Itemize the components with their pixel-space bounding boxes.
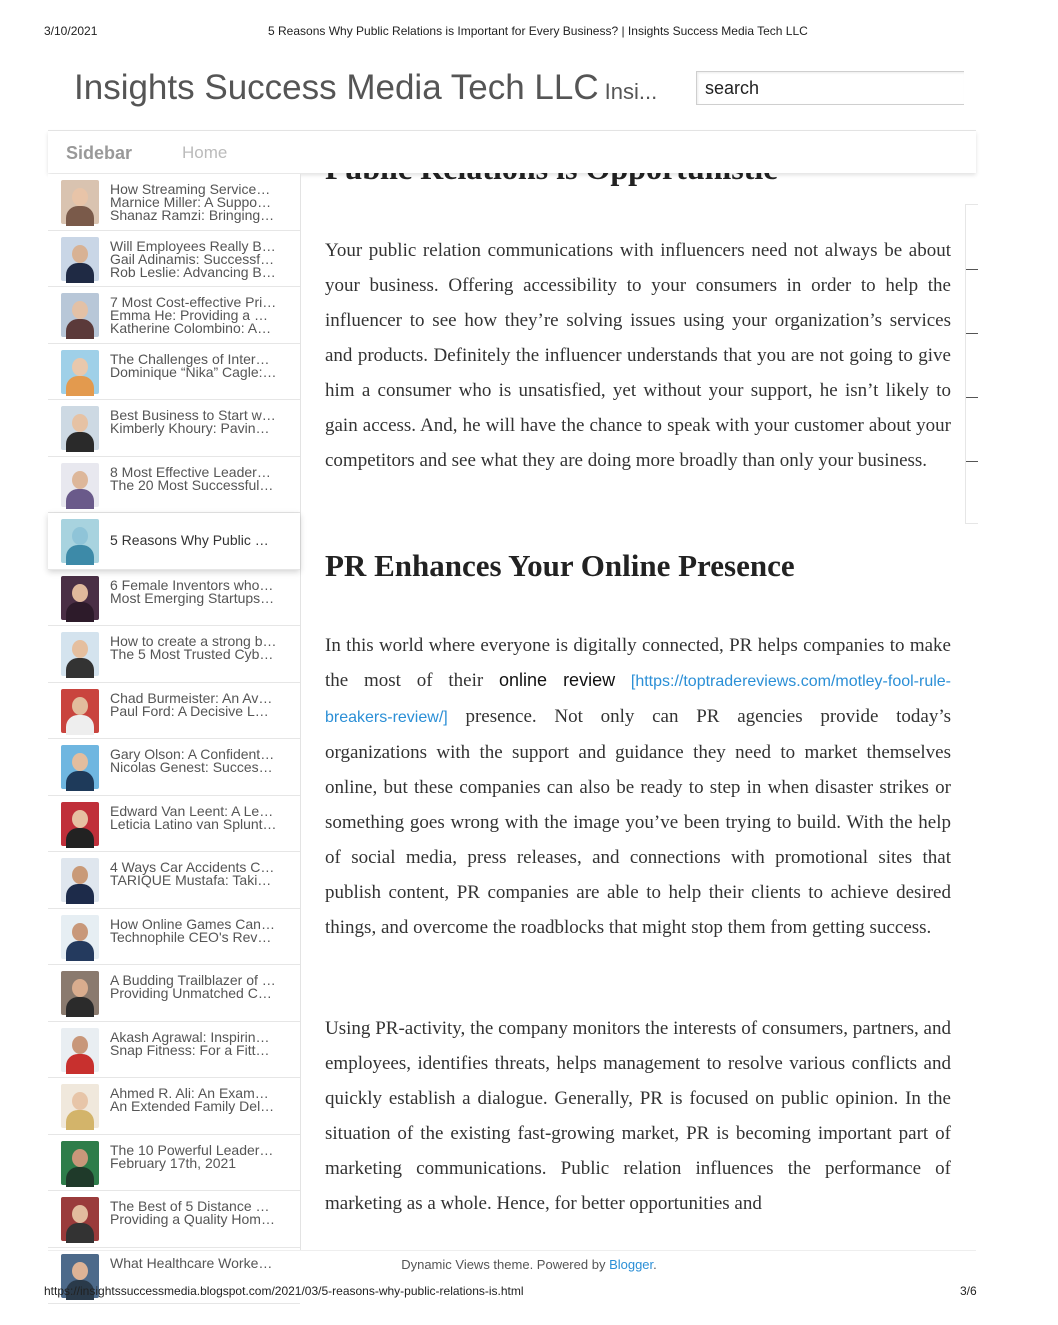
post-title-line[interactable]: How Streaming Service… <box>110 181 271 197</box>
thumbnail-figure-face <box>72 753 88 771</box>
post-title-line[interactable]: Providing a Quality Hom… <box>110 1211 275 1227</box>
post-thumbnail[interactable] <box>61 1141 99 1185</box>
post-title-line[interactable]: An Extended Family Del… <box>110 1098 275 1114</box>
sidebar-post-item[interactable] <box>48 457 300 514</box>
thumbnail-figure-body <box>66 1110 94 1130</box>
post-title-line[interactable]: February 17th, 2021 <box>110 1154 237 1171</box>
post-titles[interactable] <box>110 296 292 335</box>
post-title-line[interactable]: Leticia Latino van Splunt… <box>110 815 277 832</box>
post-title-line[interactable]: Akash Agrawal: Inspirin… <box>110 1028 270 1045</box>
share-tick-3[interactable] <box>966 397 978 398</box>
thumbnail-figure-face <box>72 640 88 658</box>
thumbnail-figure-body <box>66 884 94 904</box>
sidebar-post-item[interactable] <box>48 231 300 288</box>
post-thumbnail[interactable] <box>61 1028 99 1072</box>
post-thumbnail[interactable] <box>61 519 99 563</box>
post-title-line[interactable]: Dominique “Nika” Cagle:… <box>110 363 277 380</box>
thumbnail-figure-face <box>72 810 88 828</box>
post-title-line[interactable]: Gary Olson: A Confident… <box>110 746 275 762</box>
sidebar-post-item[interactable] <box>48 513 300 570</box>
sidebar-post-item[interactable] <box>48 1135 300 1192</box>
post-thumbnail[interactable] <box>61 1197 99 1241</box>
sidebar-post-item[interactable] <box>48 909 300 966</box>
post-titles[interactable] <box>110 861 292 887</box>
post-thumbnail[interactable] <box>61 180 99 224</box>
post-title-line[interactable]: Providing Unmatched C… <box>110 985 272 1001</box>
post-titles[interactable] <box>110 1028 292 1058</box>
thumbnail-figure-body <box>66 602 94 622</box>
post-titles[interactable] <box>110 409 292 435</box>
thumbnail-figure-face <box>72 301 88 319</box>
thumbnail-figure-face <box>72 1036 88 1054</box>
thumbnail-figure-face <box>72 584 88 602</box>
post-titles[interactable] <box>110 802 292 832</box>
post-titles[interactable] <box>110 689 292 719</box>
post-thumbnail[interactable] <box>61 406 99 450</box>
post-titles[interactable] <box>110 183 292 222</box>
thumbnail-figure-body <box>66 997 94 1017</box>
thumbnail-figure-face <box>72 697 88 715</box>
footer-credit <box>0 1254 1058 1272</box>
article-heading-online-presence: PR Enhances Your Online Presence <box>325 548 795 583</box>
post-title-line[interactable]: What Healthcare Worke… <box>110 1254 273 1271</box>
sidebar-post-list[interactable] <box>48 174 301 1271</box>
post-thumbnail[interactable] <box>61 745 99 789</box>
thumbnail-figure-body <box>66 1054 94 1074</box>
sidebar-post-item[interactable] <box>48 174 300 231</box>
post-thumbnail[interactable] <box>61 802 99 846</box>
share-tick-4[interactable] <box>966 461 978 462</box>
post-title-line[interactable]: The Challenges of Inter… <box>110 350 270 367</box>
thumbnail-figure-face <box>72 471 88 489</box>
view-nav-bar <box>48 131 976 173</box>
thumbnail-figure-face <box>72 979 88 997</box>
sidebar-post-item[interactable] <box>48 287 300 344</box>
post-thumbnail[interactable] <box>61 237 99 281</box>
post-title-line[interactable]: 4 Ways Car Accidents C… <box>110 859 275 875</box>
post-titles[interactable] <box>110 1087 292 1113</box>
online-review-url[interactable]: [https://toptradereviews.com/motley-fool-rule-breakers-review/] <box>325 673 952 726</box>
post-titles[interactable] <box>110 576 292 606</box>
article-paragraph-1: Your public relation communications with influencers need not always be about your business. Offering accessibility to your consumers in order to help the influencer to see how they’re solving issues using your organization’s services and products. Definitely the influencer understands that you are not going to give him a consumer who is unsatisfied, yet without your support, he isn’t likely to gain access. And, he will have the chance to speak with your customer about your competitors and see what they are doing more broadly than only your business. <box>325 240 951 471</box>
blog-title-text[interactable]: Insights Success Media Tech LLC <box>74 68 599 107</box>
post-title-line[interactable]: Snap Fitness: For a Fitt… <box>110 1041 270 1058</box>
sidebar-post-item[interactable] <box>48 1191 300 1248</box>
post-title-line[interactable]: Will Employees Really B… <box>110 237 276 254</box>
thumbnail-figure-body <box>66 263 94 283</box>
blog-title[interactable] <box>74 68 657 108</box>
post-thumbnail[interactable] <box>61 350 99 394</box>
nav-home-link[interactable]: Home <box>182 143 228 162</box>
post-titles[interactable] <box>110 1200 292 1226</box>
post-title-line[interactable]: The Best of 5 Distance … <box>110 1198 270 1214</box>
sidebar-post-item[interactable] <box>48 852 300 909</box>
post-titles[interactable] <box>110 635 292 661</box>
share-tick-2[interactable] <box>966 333 978 334</box>
post-thumbnail[interactable] <box>61 632 99 676</box>
post-title-line[interactable]: TARIQUE Mustafa: Taki… <box>110 872 272 888</box>
post-title-line[interactable]: How to create a strong b… <box>110 633 277 649</box>
post-thumbnail[interactable] <box>61 689 99 733</box>
post-title-line[interactable]: The 20 Most Successful… <box>110 476 274 493</box>
post-thumbnail[interactable] <box>61 915 99 959</box>
post-title-line[interactable]: Rob Leslie: Advancing B… <box>110 263 276 280</box>
thumbnail-figure-body <box>66 715 94 735</box>
post-title-line[interactable]: Katherine Colombino: A… <box>110 320 272 336</box>
post-title-line[interactable]: Edward Van Leent: A Le… <box>110 802 274 819</box>
post-thumbnail[interactable] <box>61 463 99 507</box>
thumbnail-figure-body <box>66 941 94 961</box>
post-title-line[interactable]: Ahmed R. Ali: An Exam… <box>110 1085 269 1101</box>
post-title-line[interactable]: Shanaz Ramzi: Bringing… <box>110 207 275 223</box>
post-title-line[interactable]: The 10 Powerful Leader… <box>110 1141 274 1158</box>
post-thumbnail[interactable] <box>61 971 99 1015</box>
print-date: 3/10/2021 <box>44 24 98 38</box>
thumbnail-figure-face <box>72 866 88 884</box>
print-page-number: 3/6 <box>960 1284 977 1298</box>
thumbnail-figure-face <box>72 1149 88 1167</box>
post-title-line[interactable]: 8 Most Effective Leader… <box>110 463 271 480</box>
blogger-link[interactable]: Blogger <box>609 1257 654 1272</box>
thumbnail-figure-body <box>66 319 94 339</box>
share-tick-1[interactable] <box>966 269 978 270</box>
article-paragraph-3: Using PR-activity, the company monitors the interests of consumers, partners, and employees, identifies threats, helps management to resolve various conflicts and quickly establish a dialogue. Generally, PR is focused on public opinion. In the situation of the existing fast-growing market, PR is becoming important part of marketing communications. Public relation influences the performance of marketing as a whole. Hence, for better opportunities and <box>325 1018 951 1214</box>
sidebar-post-item[interactable] <box>48 344 300 401</box>
sidebar-post-item[interactable] <box>48 796 300 853</box>
post-title-line[interactable]: A Budding Trailblazer of … <box>110 972 276 988</box>
post-title-line[interactable]: 5 Reasons Why Public … <box>110 532 269 548</box>
post-titles[interactable] <box>110 748 292 774</box>
sidebar-post-item[interactable] <box>48 1022 300 1079</box>
paragraph-2-text-b: presence. Not only can PR agencies provide today’s organizations with the support and guidance they need to market themselves online, but these companies can also be ready to step in when disaster strikes or something goes wrong with the image you’ve been trying to build. With the help of social media, press releases, and connections with promotional sites that publish content, PR companies are able to help their clients to achieve desired things, and overcome the roadblocks that might stop them from getting success. <box>325 706 951 938</box>
thumbnail-figure-face <box>72 245 88 263</box>
thumbnail-figure-body <box>66 1223 94 1243</box>
online-review-link[interactable]: online review <box>498 670 616 690</box>
post-title-line[interactable]: Paul Ford: A Decisive L… <box>110 702 269 719</box>
blog-header <box>48 48 976 131</box>
thumbnail-figure-face <box>72 358 88 376</box>
post-titles[interactable] <box>110 350 292 380</box>
thumbnail-figure-body <box>66 828 94 848</box>
thumbnail-figure-face <box>72 527 88 545</box>
post-title-line[interactable]: How Online Games Can… <box>110 915 275 932</box>
article-paragraph-2 <box>325 628 951 945</box>
post-titles[interactable] <box>110 463 292 493</box>
thumbnail-figure-body <box>66 545 94 565</box>
post-title-line[interactable]: Best Business to Start w… <box>110 407 276 423</box>
footer-theme-text: Dynamic Views theme. Powered by <box>401 1257 610 1272</box>
post-title-line[interactable]: Technophile CEO's Rev… <box>110 928 272 945</box>
thumbnail-figure-body <box>66 376 94 396</box>
post-title-line[interactable]: The 5 Most Trusted Cyb… <box>110 646 274 662</box>
thumbnail-figure-face <box>72 1092 88 1110</box>
thumbnail-figure-face <box>72 923 88 941</box>
print-title: 5 Reasons Why Public Relations is Important for Every Business? | Insights Success Media Tech LLC <box>268 24 808 38</box>
post-thumbnail[interactable] <box>61 576 99 620</box>
post-titles[interactable] <box>110 915 292 945</box>
print-url: https://insightssuccessmedia.blogspot.com/2021/03/5-reasons-why-public-relations-is.html <box>44 1284 524 1298</box>
post-title-line[interactable]: Nicolas Genest: Succes… <box>110 759 273 775</box>
thumbnail-figure-body <box>66 658 94 678</box>
post-titles[interactable] <box>110 974 292 1000</box>
post-title-line[interactable]: Most Emerging Startups… <box>110 589 275 606</box>
thumbnail-figure-body <box>66 206 94 226</box>
post-title-line[interactable]: Emma He: Providing a … <box>110 307 268 323</box>
share-rail[interactable] <box>965 204 978 524</box>
sidebar-post-item[interactable] <box>48 683 300 740</box>
thumbnail-figure-body <box>66 771 94 791</box>
thumbnail-figure-body <box>66 1167 94 1187</box>
post-title-line[interactable]: 7 Most Cost-effective Pri… <box>110 294 277 310</box>
thumbnail-figure-face <box>72 414 88 432</box>
post-title-line[interactable]: Gail Adinamis: Successf… <box>110 250 275 267</box>
post-title-line[interactable]: 6 Female Inventors who… <box>110 576 274 593</box>
post-titles[interactable] <box>110 237 292 280</box>
post-thumbnail[interactable] <box>61 858 99 902</box>
post-thumbnail[interactable] <box>61 293 99 337</box>
thumbnail-figure-face <box>72 188 88 206</box>
search-input[interactable] <box>696 71 964 105</box>
sidebar-post-item[interactable] <box>48 570 300 627</box>
paragraph-2-text-a: In this world where everyone is digitally connected, PR helps companies to make the most of their <box>325 635 951 691</box>
thumbnail-figure-body <box>66 489 94 509</box>
thumbnail-figure-body <box>66 432 94 452</box>
sidebar-post-item[interactable] <box>48 965 300 1022</box>
sidebar-post-item[interactable] <box>48 626 300 683</box>
thumbnail-figure-face <box>72 1205 88 1223</box>
footer-period: . <box>653 1257 657 1272</box>
nav-sidebar-tab[interactable]: Sidebar <box>66 143 133 163</box>
post-title-line[interactable]: Marnice Miller: A Suppo… <box>110 194 272 210</box>
post-thumbnail[interactable] <box>61 1084 99 1128</box>
sidebar-post-item[interactable] <box>48 739 300 796</box>
post-title-line[interactable]: Kimberly Khoury: Pavin… <box>110 420 270 436</box>
sidebar-post-item[interactable] <box>48 1078 300 1135</box>
post-titles[interactable] <box>110 1141 292 1171</box>
post-titles[interactable] <box>110 534 292 547</box>
blog-subtitle: Insi... <box>604 79 658 104</box>
post-title-line[interactable]: Chad Burmeister: An Av… <box>110 689 273 706</box>
sidebar-post-item[interactable] <box>48 400 300 457</box>
